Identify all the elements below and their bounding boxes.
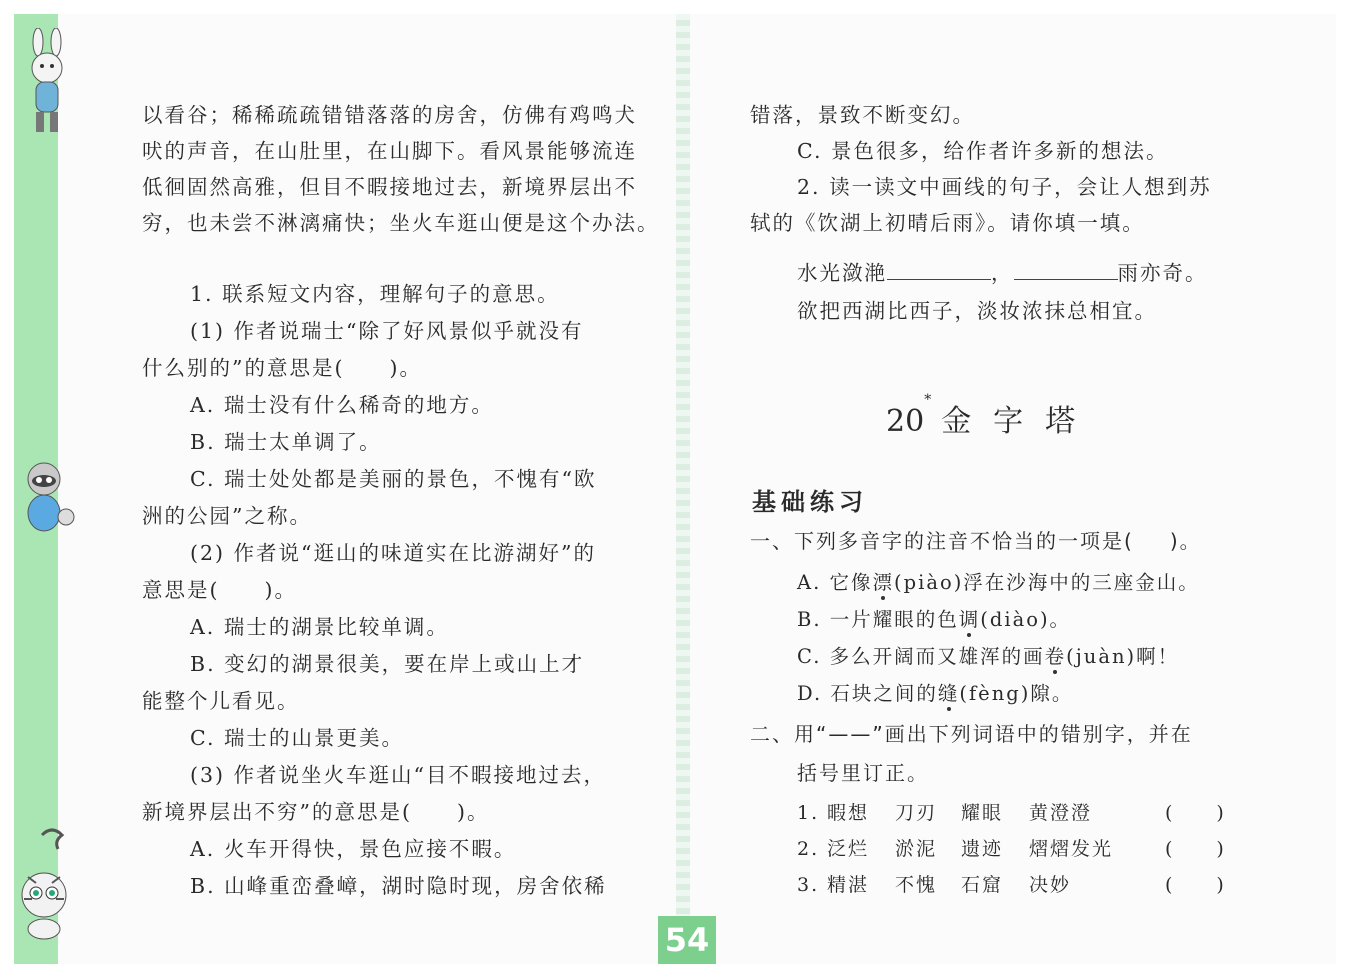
- page-number: 54: [658, 916, 716, 964]
- section-heading: 基础练习: [752, 488, 868, 516]
- exercise-1-option-b: B. 一片耀眼的色调(diào)。: [797, 608, 1072, 631]
- passage-line: 以看谷；稀稀疏疏错错落落的房舍，仿佛有鸡鸣犬: [142, 103, 637, 127]
- exercise-1-option-a: A. 它像漂(piào)浮在沙海中的三座金山。: [797, 571, 1200, 594]
- raccoon-mascot-icon: [14, 455, 80, 545]
- exercise-2-prompt: 括号里订正。: [797, 761, 929, 785]
- option-b: B. 瑞士太单调了。: [190, 430, 382, 454]
- option-c: C. 景色很多，给作者许多新的想法。: [797, 139, 1169, 163]
- question-2: 2. 读一读文中画线的句子，会让人想到苏: [797, 175, 1212, 199]
- continued-text: 错落，景致不断变幻。: [750, 103, 975, 127]
- poem-blank-2[interactable]: [1014, 261, 1118, 280]
- passage-line: 吠的声音，在山肚里，在山脚下。看风景能够流连: [142, 139, 637, 163]
- question-1: 1. 联系短文内容，理解句子的意思。: [190, 282, 560, 306]
- question-1-2: 意思是( )。: [142, 578, 297, 602]
- option-c: C. 瑞士的山景更美。: [190, 726, 404, 750]
- rabbit-mascot-icon: [14, 28, 80, 138]
- option-b: B. 山峰重峦叠嶂，湖时隐时现，房舍依稀: [190, 874, 607, 898]
- option-a: A. 火车开得快，景色应接不暇。: [190, 837, 517, 861]
- poem-line-1: 水光潋滟 ， 雨亦奇。: [797, 261, 1208, 285]
- question-1-3: (3) 作者说坐火车逛山“目不暇接地过去，: [190, 763, 607, 787]
- option-c: 洲的公园”之称。: [142, 504, 312, 528]
- option-c: C. 瑞士处处都是美丽的景色，不愧有“欧: [190, 467, 597, 491]
- question-1-1: 什么别的”的意思是( )。: [142, 356, 422, 380]
- tiger-mascot-icon: [14, 825, 80, 945]
- exercise-2-row: 1. 暇想 刀刃 耀眼 黄澄澄 ( ): [797, 798, 1226, 825]
- answer-paren[interactable]: ( ): [1165, 838, 1226, 860]
- question-2: 轼的《饮湖上初晴后雨》。请你填一填。: [750, 211, 1145, 235]
- exercise-1-option-c: C. 多么开阔而又雄浑的画卷(juàn)啊！: [797, 645, 1180, 668]
- poem-line-2: 欲把西湖比西子，淡妆浓抹总相宜。: [797, 299, 1157, 323]
- exercise-1-prompt: 一、下列多音字的注音不恰当的一项是( )。: [750, 529, 1202, 553]
- option-a: A. 瑞士没有什么稀奇的地方。: [190, 393, 494, 417]
- passage-line: 低徊固然高雅，但目不暇接地过去，新境界层出不: [142, 175, 637, 199]
- lesson-title: 20*金字塔: [886, 392, 1098, 439]
- exercise-2-row: 3. 精湛 不愧 石窟 决妙 ( ): [797, 870, 1226, 897]
- exercise-2-row: 2. 泛烂 淤泥 遗迹 熠熠发光 ( ): [797, 834, 1226, 861]
- question-1-1: (1) 作者说瑞士“除了好风景似乎就没有: [190, 319, 584, 343]
- exercise-2-prompt: 二、用“——”画出下列词语中的错别字，并在: [750, 722, 1193, 746]
- answer-paren[interactable]: ( ): [1165, 874, 1226, 896]
- passage-line: 穷，也未尝不淋漓痛快；坐火车逛山便是这个办法。: [142, 211, 660, 235]
- poem-blank-1[interactable]: [887, 261, 991, 280]
- question-1-3: 新境界层出不穷”的意思是( )。: [142, 800, 490, 824]
- question-1-2: (2) 作者说“逛山的味道实在比游湖好”的: [190, 541, 597, 565]
- exercise-1-option-d: D. 石块之间的缝(fèng)隙。: [797, 682, 1074, 705]
- book-spine: [676, 14, 690, 964]
- answer-paren[interactable]: ( ): [1165, 802, 1226, 824]
- option-b: B. 变幻的湖景很美，要在岸上或山上才: [190, 652, 585, 676]
- option-b: 能整个儿看见。: [142, 689, 300, 713]
- option-a: A. 瑞士的湖景比较单调。: [190, 615, 449, 639]
